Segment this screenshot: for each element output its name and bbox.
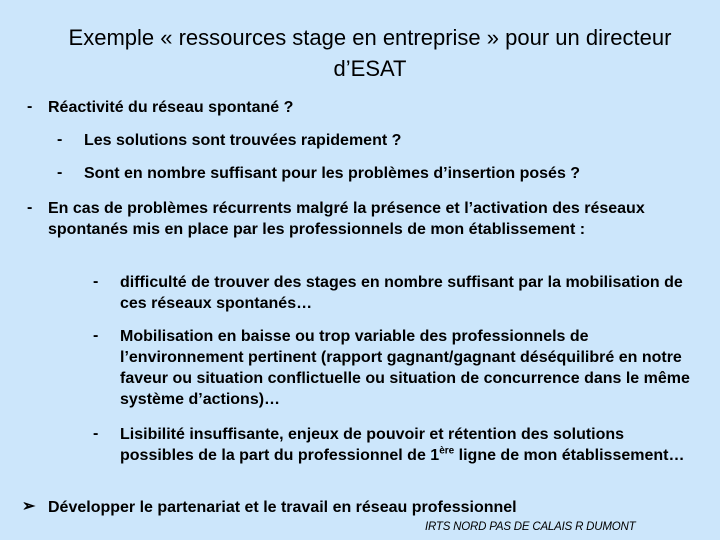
bullet-text: En cas de problèmes récurrents malgré la présence et l’activation des réseaux spontanés mis en place par les professionnels de mon établissement : bbox=[48, 200, 645, 238]
subitem-marker: - bbox=[57, 164, 63, 181]
bullet-marker: - bbox=[27, 98, 33, 115]
bullet-marker: - bbox=[27, 199, 33, 216]
subitem-text-part: Lisibilité insuffisante, enjeux de pouvoir et rétention des solutions possibles de la part du professionnel de 1 bbox=[120, 426, 625, 464]
subitem-marker: - bbox=[93, 273, 99, 290]
subitem-text: Mobilisation en baisse ou trop variable des professionnels de l’environnement pertinent (rapport gagnant/gagnant déséquilibré en notre faveur ou situation conflictuelle ou situation de concurrence dans le même système d’actions)… bbox=[120, 328, 690, 408]
subitem-text: Les solutions sont trouvées rapidement ? bbox=[84, 132, 402, 149]
slide-title: Exemple « ressources stage en entreprise » pour un directeur d’ESAT bbox=[68, 25, 672, 81]
subitem-text bbox=[120, 424, 700, 466]
arrow-bullet-icon: ➢ bbox=[22, 498, 36, 515]
subitem-marker: - bbox=[93, 327, 99, 344]
subitem-text: Sont en nombre suffisant pour les problèmes d’insertion posés ? bbox=[84, 165, 581, 182]
conclusion-text: Développer le partenariat et le travail en réseau professionnel bbox=[48, 499, 517, 516]
bullet-text: Réactivité du réseau spontané ? bbox=[48, 99, 294, 116]
subitem-text: difficulté de trouver des stages en nombre suffisant par la mobilisation de ces réseaux spontanés… bbox=[120, 274, 683, 312]
footer-credit: IRTS NORD PAS DE CALAIS R DUMONT bbox=[425, 521, 636, 533]
superscript: ère bbox=[439, 445, 455, 457]
subitem-text-part: ligne de mon établissement… bbox=[454, 447, 685, 464]
subitem-marker: - bbox=[57, 131, 63, 148]
subitem-marker: - bbox=[93, 425, 99, 442]
